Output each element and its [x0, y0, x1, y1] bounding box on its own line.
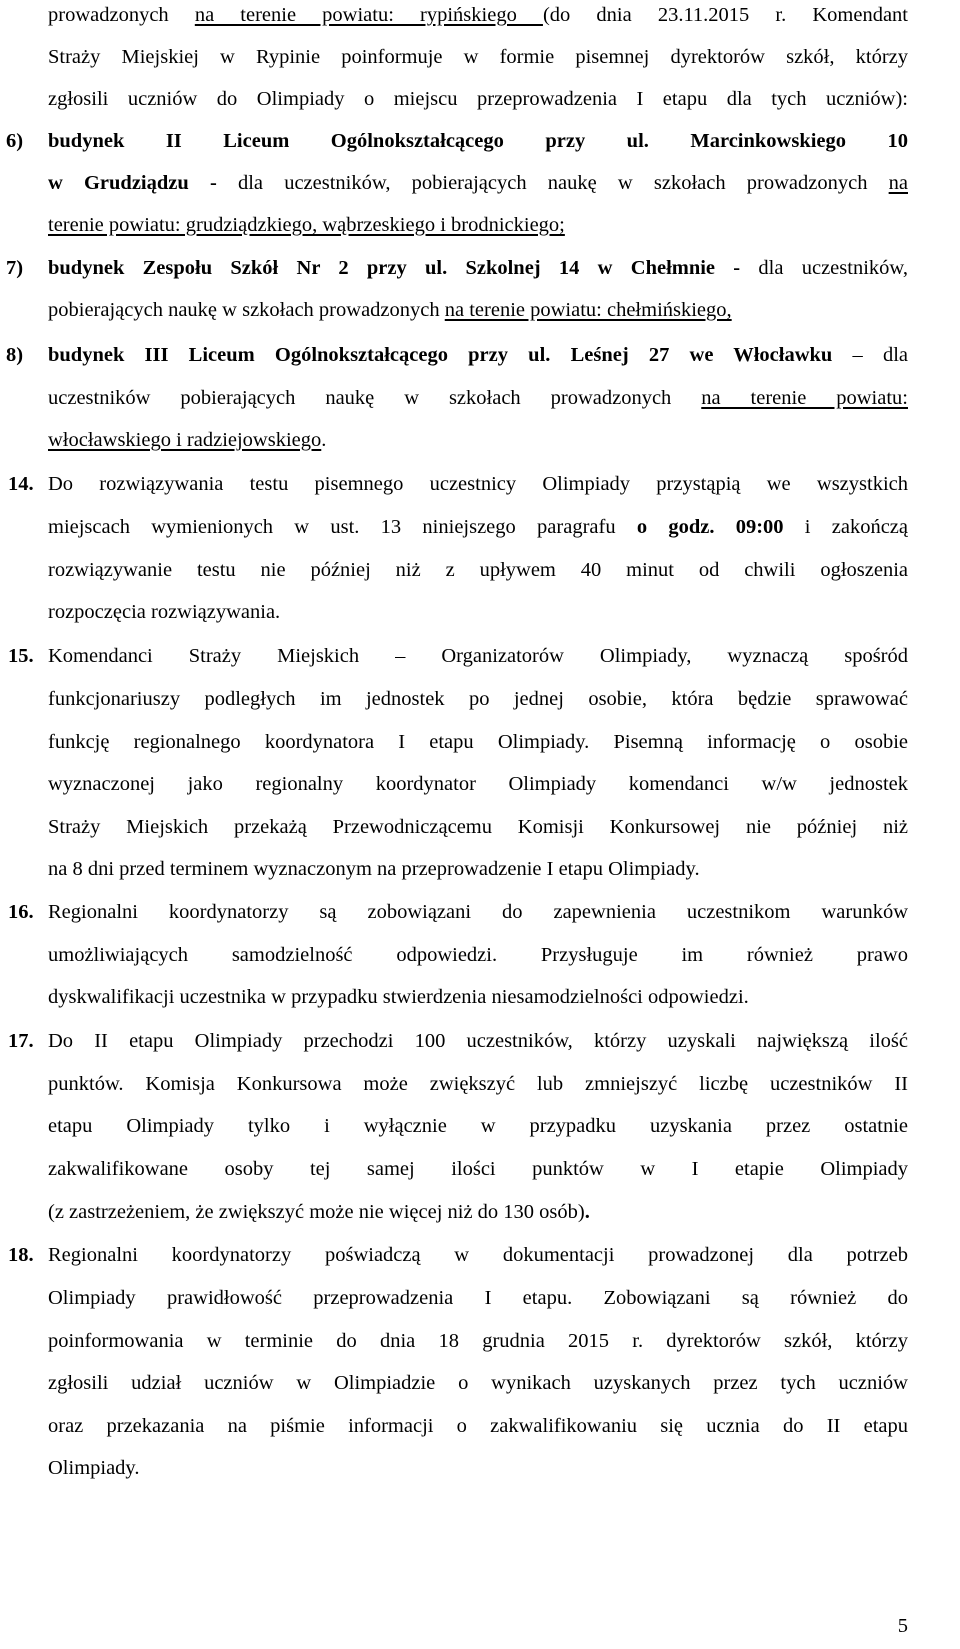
text-line: w Grudziądzu - dla uczestników, pobierających naukę w szkołach prowadzonych na: [48, 172, 908, 194]
paragraph-number: 17.: [8, 1030, 34, 1052]
text-line: uczestników pobierających naukę w szkołach prowadzonych na terenie powiatu:: [48, 387, 908, 409]
list-number: 8): [6, 344, 24, 366]
text-line: oraz przekazania na piśmie informacji o zakwalifikowaniu się ucznia do II etapu: [48, 1415, 908, 1437]
paragraph-number: 14.: [8, 473, 34, 495]
text-line: na 8 dni przed terminem wyznaczonym na przeprowadzenie I etapu Olimpiady.: [48, 858, 700, 880]
text-line: zakwalifikowane osoby tej samej ilości punktów w I etapie Olimpiady: [48, 1158, 908, 1180]
text-line: Olimpiady.: [48, 1457, 140, 1479]
text-line: budynek Zespołu Szkół Nr 2 przy ul. Szkolnej 14 w Chełmnie - dla uczestników,: [48, 257, 908, 279]
text-line: włocławskiego i radziejowskiego.: [48, 429, 327, 451]
paragraph-number: 18.: [8, 1244, 34, 1266]
paragraph-number: 15.: [8, 645, 34, 667]
text-line: zgłosili uczniów do Olimpiady o miejscu przeprowadzenia I etapu dla tych uczniów):: [48, 88, 908, 110]
text-line: terenie powiatu: grudziądzkiego, wąbrzeskiego i brodnickiego;: [48, 214, 565, 236]
text-line: umożliwiających samodzielność odpowiedzi. Przysługuje im również prawo: [48, 944, 908, 966]
text-line: prowadzonych na terenie powiatu: rypińskiego (do dnia 23.11.2015 r. Komendant: [48, 4, 908, 26]
list-number: 6): [6, 130, 24, 152]
text-line: miejscach wymienionych w ust. 13 niniejszego paragrafu o godz. 09:00 i zakończą: [48, 516, 908, 538]
paragraph-number: 16.: [8, 901, 34, 923]
text-line: zgłosili udział uczniów w Olimpiadzie o wynikach uzyskanych przez tych uczniów: [48, 1372, 908, 1394]
text-line: punktów. Komisja Konkursowa może zwiększyć lub zmniejszyć liczbę uczestników II: [48, 1073, 908, 1095]
text-line: Straży Miejskich przekażą Przewodniczącemu Komisji Konkursowej nie później niż: [48, 816, 908, 838]
text-line: funkcjonariuszy podległych im jednostek po jednej osobie, która będzie sprawować: [48, 688, 908, 710]
text-line: Komendanci Straży Miejskich – Organizatorów Olimpiady, wyznaczą spośród: [48, 645, 908, 667]
text-line: Straży Miejskiej w Rypinie poinformuje w formie pisemnej dyrektorów szkół, którzy: [48, 46, 908, 68]
text-line: Olimpiady prawidłowość przeprowadzenia I etapu. Zobowiązani są również do: [48, 1287, 908, 1309]
list-number: 7): [6, 257, 24, 279]
text-line: dyskwalifikacji uczestnika w przypadku stwierdzenia niesamodzielności odpowiedzi.: [48, 986, 749, 1008]
text-line: pobierających naukę w szkołach prowadzonych na terenie powiatu: chełmińskiego,: [48, 299, 732, 321]
text-line: Regionalni koordynatorzy są zobowiązani do zapewnienia uczestnikom warunków: [48, 901, 908, 923]
text-line: budynek III Liceum Ogólnokształcącego przy ul. Leśnej 27 we Włocławku – dla: [48, 344, 908, 366]
page-number: 5: [897, 1615, 908, 1637]
text-line: (z zastrzeżeniem, że zwiększyć może nie więcej niż do 130 osób).: [48, 1201, 590, 1223]
text-line: budynek II Liceum Ogólnokształcącego przy ul. Marcinkowskiego 10: [48, 130, 908, 152]
text-line: rozwiązywanie testu nie później niż z upływem 40 minut od chwili ogłoszenia: [48, 559, 908, 581]
text-line: poinformowania w terminie do dnia 18 grudnia 2015 r. dyrektorów szkół, którzy: [48, 1330, 908, 1352]
text-line: Do rozwiązywania testu pisemnego uczestnicy Olimpiady przystąpią we wszystkich: [48, 473, 908, 495]
text-line: Do II etapu Olimpiady przechodzi 100 uczestników, którzy uzyskali największą ilość: [48, 1030, 908, 1052]
text-line: rozpoczęcia rozwiązywania.: [48, 601, 281, 623]
text-line: Regionalni koordynatorzy poświadczą w dokumentacji prowadzonej dla potrzeb: [48, 1244, 908, 1266]
text-line: etapu Olimpiady tylko i wyłącznie w przypadku uzyskania przez ostatnie: [48, 1115, 908, 1137]
text-line: funkcję regionalnego koordynatora I etapu Olimpiady. Pisemną informację o osobie: [48, 731, 908, 753]
text-line: wyznaczonej jako regionalny koordynator Olimpiady komendanci w/w jednostek: [48, 773, 908, 795]
